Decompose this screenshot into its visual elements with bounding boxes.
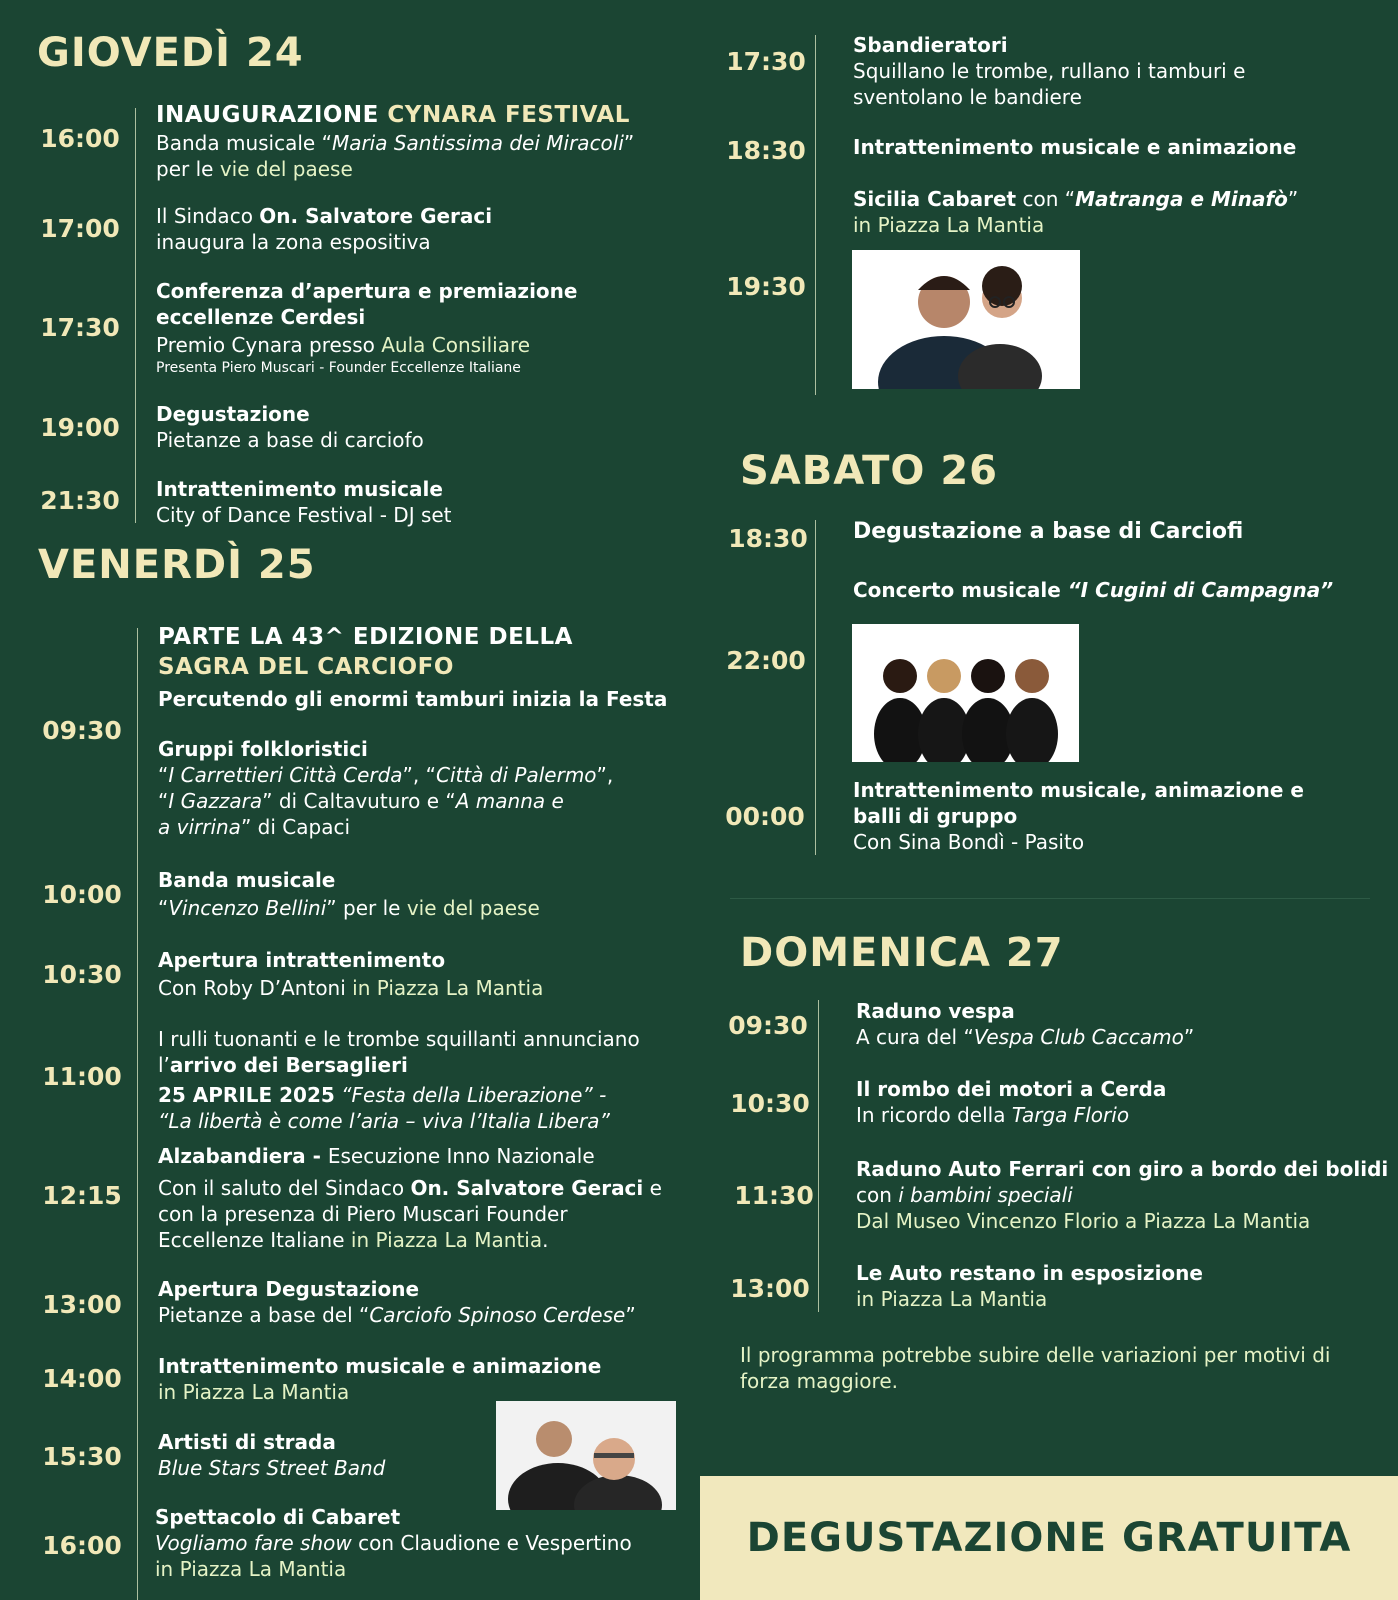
event-artisti-di-strada: Artisti di strada Blue Stars Street Band [158, 1430, 386, 1480]
event-apertura-intrattenimento: Apertura intrattenimento Con Roby D’Antoni in Piazza La Mantia [158, 948, 544, 1000]
event-time: 17:00 [40, 214, 120, 243]
event-time: 11:30 [734, 1181, 814, 1210]
day-heading-friday: VENERDÌ 25 [38, 542, 316, 588]
event-time: 19:30 [726, 272, 806, 301]
event-time: 09:30 [42, 716, 122, 745]
event-time: 17:30 [40, 313, 120, 342]
event-time: 14:00 [42, 1364, 122, 1393]
day-heading-thursday: GIOVEDÌ 24 [37, 30, 304, 76]
event-sicilia-cabaret: Sicilia Cabaret con “Matranga e Minafò” in Piazza La Mantia [853, 187, 1299, 237]
event-cabaret: Spettacolo di Cabaret Vogliamo fare show con Claudione e Vespertino in Piazza La Mantia [155, 1505, 632, 1581]
program-note: Il programma potrebbe subire delle variazioni per motivi di forza maggiore. [740, 1343, 1331, 1393]
event-time: 10:30 [42, 960, 122, 989]
event-time: 00:00 [725, 802, 805, 831]
event-time: 16:00 [42, 1531, 122, 1560]
event-apertura-degustazione: Apertura Degustazione Pietanze a base del “Carciofo Spinoso Cerdese” [158, 1277, 636, 1327]
event-degustazione: Degustazione Pietanze a base di carciofo [156, 402, 424, 452]
event-time: 12:15 [42, 1181, 122, 1210]
event-alzabandiera: Alzabandiera - Esecuzione Inno Nazionale Con il saluto del Sindaco On. Salvatore Geraci e con la presenza di Piero Muscari Founder Eccellenze Italiane in Piazza La Mantia. [158, 1144, 662, 1252]
event-time: 09:30 [728, 1011, 808, 1040]
event-raduno-vespa: Raduno vespa A cura del “Vespa Club Caccamo” [856, 999, 1195, 1049]
event-bersaglieri: I rulli tuonanti e le trombe squillanti annunciano l’arrivo dei Bersaglieri 25 APRILE 2025 “Festa della Liberazione” - “La libertà è come l’aria – viva l’Italia Libera” [158, 1027, 640, 1133]
event-time: 21:30 [40, 486, 120, 515]
event-time: 17:30 [726, 47, 806, 76]
timeline-line [818, 1000, 819, 1312]
event-intrattenimento-animazione: Intrattenimento musicale e animazione [853, 135, 1297, 159]
event-balli-di-gruppo: Intrattenimento musicale, animazione e balli di gruppo Con Sina Bondì - Pasito [853, 778, 1304, 854]
event-raduno-ferrari: Raduno Auto Ferrari con giro a bordo dei bolidi con i bambini speciali Dal Museo Vincenzo Florio a Piazza La Mantia [856, 1157, 1389, 1233]
event-time: 22:00 [726, 646, 806, 675]
day-heading-sunday: DOMENICA 27 [740, 930, 1064, 976]
event-auto-esposizione: Le Auto restano in esposizione in Piazza La Mantia [856, 1261, 1203, 1311]
day-heading-saturday: SABATO 26 [740, 448, 998, 494]
event-time: 13:00 [730, 1274, 810, 1303]
event-time: 10:30 [730, 1089, 810, 1118]
timeline-line [137, 628, 138, 1600]
event-time: 18:30 [726, 136, 806, 165]
cabaret-duo-photo [852, 250, 1080, 389]
event-time: 10:00 [42, 880, 122, 909]
event-time: 13:00 [42, 1290, 122, 1319]
timeline-line [135, 108, 136, 523]
event-intrattenimento: Intrattenimento musicale City of Dance Festival - DJ set [156, 477, 452, 527]
timeline-line [815, 520, 816, 855]
event-banda: Banda musicale “Vincenzo Bellini” per le vie del paese [158, 868, 540, 920]
event-time: 15:30 [42, 1442, 122, 1471]
event-rombo-motori: Il rombo dei motori a Cerda In ricordo della Targa Florio [856, 1077, 1167, 1127]
event-sbandieratori: Sbandieratori Squillano le trombe, rullano i tamburi e sventolano le bandiere [853, 33, 1246, 109]
band-photo [852, 624, 1079, 762]
timeline-line [815, 35, 816, 395]
event-intrattenimento-animazione: Intrattenimento musicale e animazione in Piazza La Mantia [158, 1354, 602, 1404]
event-time: 16:00 [40, 124, 120, 153]
event-time: 11:00 [42, 1062, 122, 1091]
event-time: 19:00 [40, 413, 120, 442]
event-apertura-sagra: PARTE LA 43^ EDIZIONE DELLA SAGRA DEL CARCIOFO Percutendo gli enormi tamburi inizia la Festa Gruppi folkloristici “I Carrettieri Città Cerda”, “Città di Palermo”, “I Gazzara” di Caltavuturo e “A manna e a virrina” di Capaci [158, 624, 668, 839]
free-tasting-banner: DEGUSTAZIONE GRATUITA [700, 1476, 1398, 1600]
event-inaugurazione: INAUGURAZIONE CYNARA FESTIVAL Banda musicale “Maria Santissima dei Miracoli” per le vie del paese [156, 102, 635, 181]
section-divider [730, 898, 1370, 899]
event-time: 18:30 [728, 524, 808, 553]
event-sindaco: Il Sindaco On. Salvatore Geraci inaugura la zona espositiva [156, 204, 493, 254]
event-conferenza: Conferenza d’apertura e premiazione eccellenze Cerdesi Premio Cynara presso Aula Consiliare Presenta Piero Muscari - Founder Eccellenze Italiane [156, 279, 578, 376]
event-concerto: Concerto musicale “I Cugini di Campagna” [853, 578, 1334, 602]
street-artists-photo [496, 1401, 676, 1510]
event-degustazione-carciofi: Degustazione a base di Carciofi [853, 519, 1244, 544]
